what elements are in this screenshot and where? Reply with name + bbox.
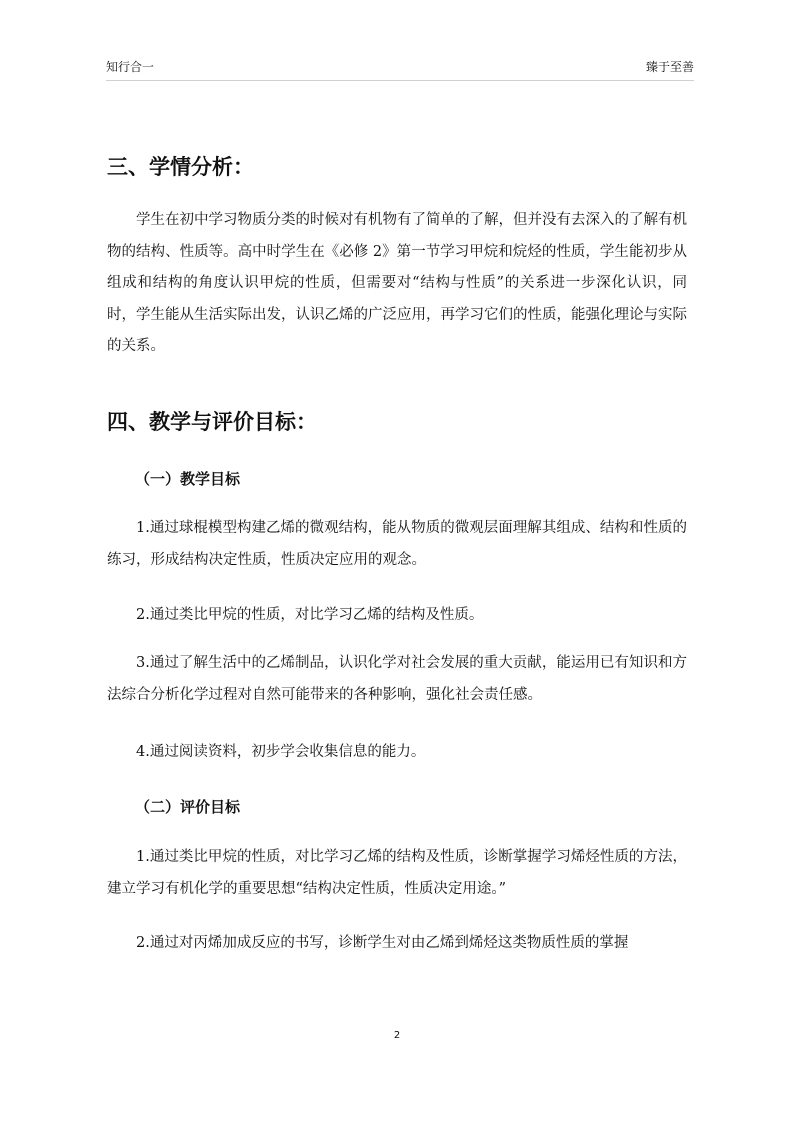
header-left-text: 知行合一 xyxy=(106,60,155,74)
page-header xyxy=(106,58,694,76)
header-divider xyxy=(106,80,694,81)
evaluation-goal-1: 1.通过类比甲烷的性质，对比学习乙烯的结构及性质，诊断掌握学习烯烃性质的方法，建立学习有机化学的重要思想“结构决定性质，性质决定用途。” xyxy=(107,849,687,897)
section-3-title: 三、学情分析： xyxy=(107,155,254,179)
teaching-goal-4: 4.通过阅读资料，初步学会收集信息的能力。 xyxy=(136,744,426,760)
evaluation-goals-title: （二）评价目标 xyxy=(135,798,241,816)
teaching-goal-2: 2.通过类比甲烷的性质，对比学习乙烯的结构及性质。 xyxy=(136,607,484,623)
evaluation-goal-2: 2.通过对丙烯加成反应的书写，诊断学生对由乙烯到烯烃这类物质性质的掌握 xyxy=(136,935,629,951)
teaching-goal-1: 1.通过球棍模型构建乙烯的微观结构，能从物质的微观层面理解其组成、结构和性质的练习，形成结构决定性质，性质决定应用的观念。 xyxy=(107,520,687,568)
page-number: 2 xyxy=(393,1030,401,1041)
teaching-goal-3: 3.通过了解生活中的乙烯制品，认识化学对社会发展的重大贡献，能运用已有知识和方法综合分析化学过程对自然可能带来的各种影响，强化社会责任感。 xyxy=(107,655,687,703)
header-right-text: 臻于至善 xyxy=(645,60,694,74)
section-4-title: 四、教学与评价目标： xyxy=(107,410,317,434)
teaching-goals-title: （一）教学目标 xyxy=(135,470,241,488)
section-3-paragraph: 学生在初中学习物质分类的时候对有机物有了简单的了解，但并没有去深入的了解有机物的结构、性质等。高中时学生在《必修 2》第一节学习甲烷和烷烃的性质，学生能初步从组成和结构的角度认识甲烷的性质，但需要对“结构与性质”的关系进一步深化认识，同时，学生能从生活实际出发，认识乙烯的广泛应用，再学习它们的性质，能强化理论与实际的关系。 xyxy=(107,212,687,354)
